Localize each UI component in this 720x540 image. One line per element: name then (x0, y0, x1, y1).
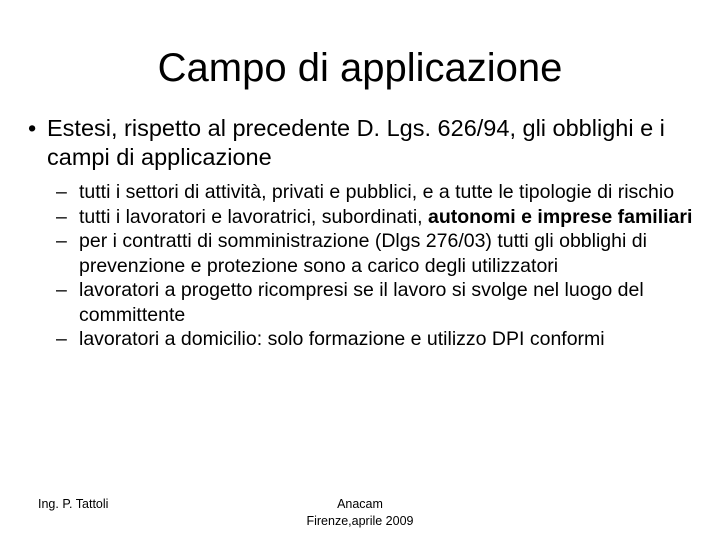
dash-marker: – (56, 205, 67, 228)
slide-title: Campo di applicazione (157, 46, 563, 90)
sub-bullet-list (56, 180, 696, 352)
footer-place-date: Firenze,aprile 2009 (306, 514, 414, 528)
main-bullet (28, 114, 688, 172)
dash-marker: – (56, 230, 67, 252)
main-bullet-text: Estesi, rispetto al precedente D. Lgs. 626/94, gli obblighi e i campi di applicazione (47, 115, 665, 170)
footer-center (290, 496, 430, 530)
sub-bullet-item (56, 205, 696, 230)
sub-bullet-item (56, 229, 696, 278)
footer-org: Anacam (337, 497, 383, 511)
sub-bullet-item (56, 327, 696, 352)
dash-marker: – (56, 328, 67, 350)
sub-bullet-text: lavoratori a domicilio: solo formazione e utilizzo DPI conformi (79, 328, 605, 350)
dash-marker: – (56, 181, 67, 203)
sub-bullet-item (56, 278, 696, 327)
sub-bullet-text: tutti i lavoratori e lavoratrici, subordinati, (79, 205, 428, 228)
bullet-marker: • (28, 115, 37, 141)
sub-bullet-item (56, 180, 696, 205)
sub-bullet-text: per i contratti di somministrazione (Dlgs 276/03) tutti gli obblighi di prevenzione e protezione sono a carico degli utilizzatori (79, 230, 647, 277)
footer-author: Ing. P. Tattoli (38, 497, 109, 511)
dash-marker: – (56, 279, 67, 301)
sub-bullet-bold-text: autonomi e imprese familiari (427, 205, 693, 228)
sub-bullet-text: lavoratori a progetto ricompresi se il lavoro si svolge nel luogo del committente (79, 279, 644, 326)
sub-bullet-text: tutti i settori di attività, privati e pubblici, e a tutte le tipologie di rischio (79, 181, 675, 203)
